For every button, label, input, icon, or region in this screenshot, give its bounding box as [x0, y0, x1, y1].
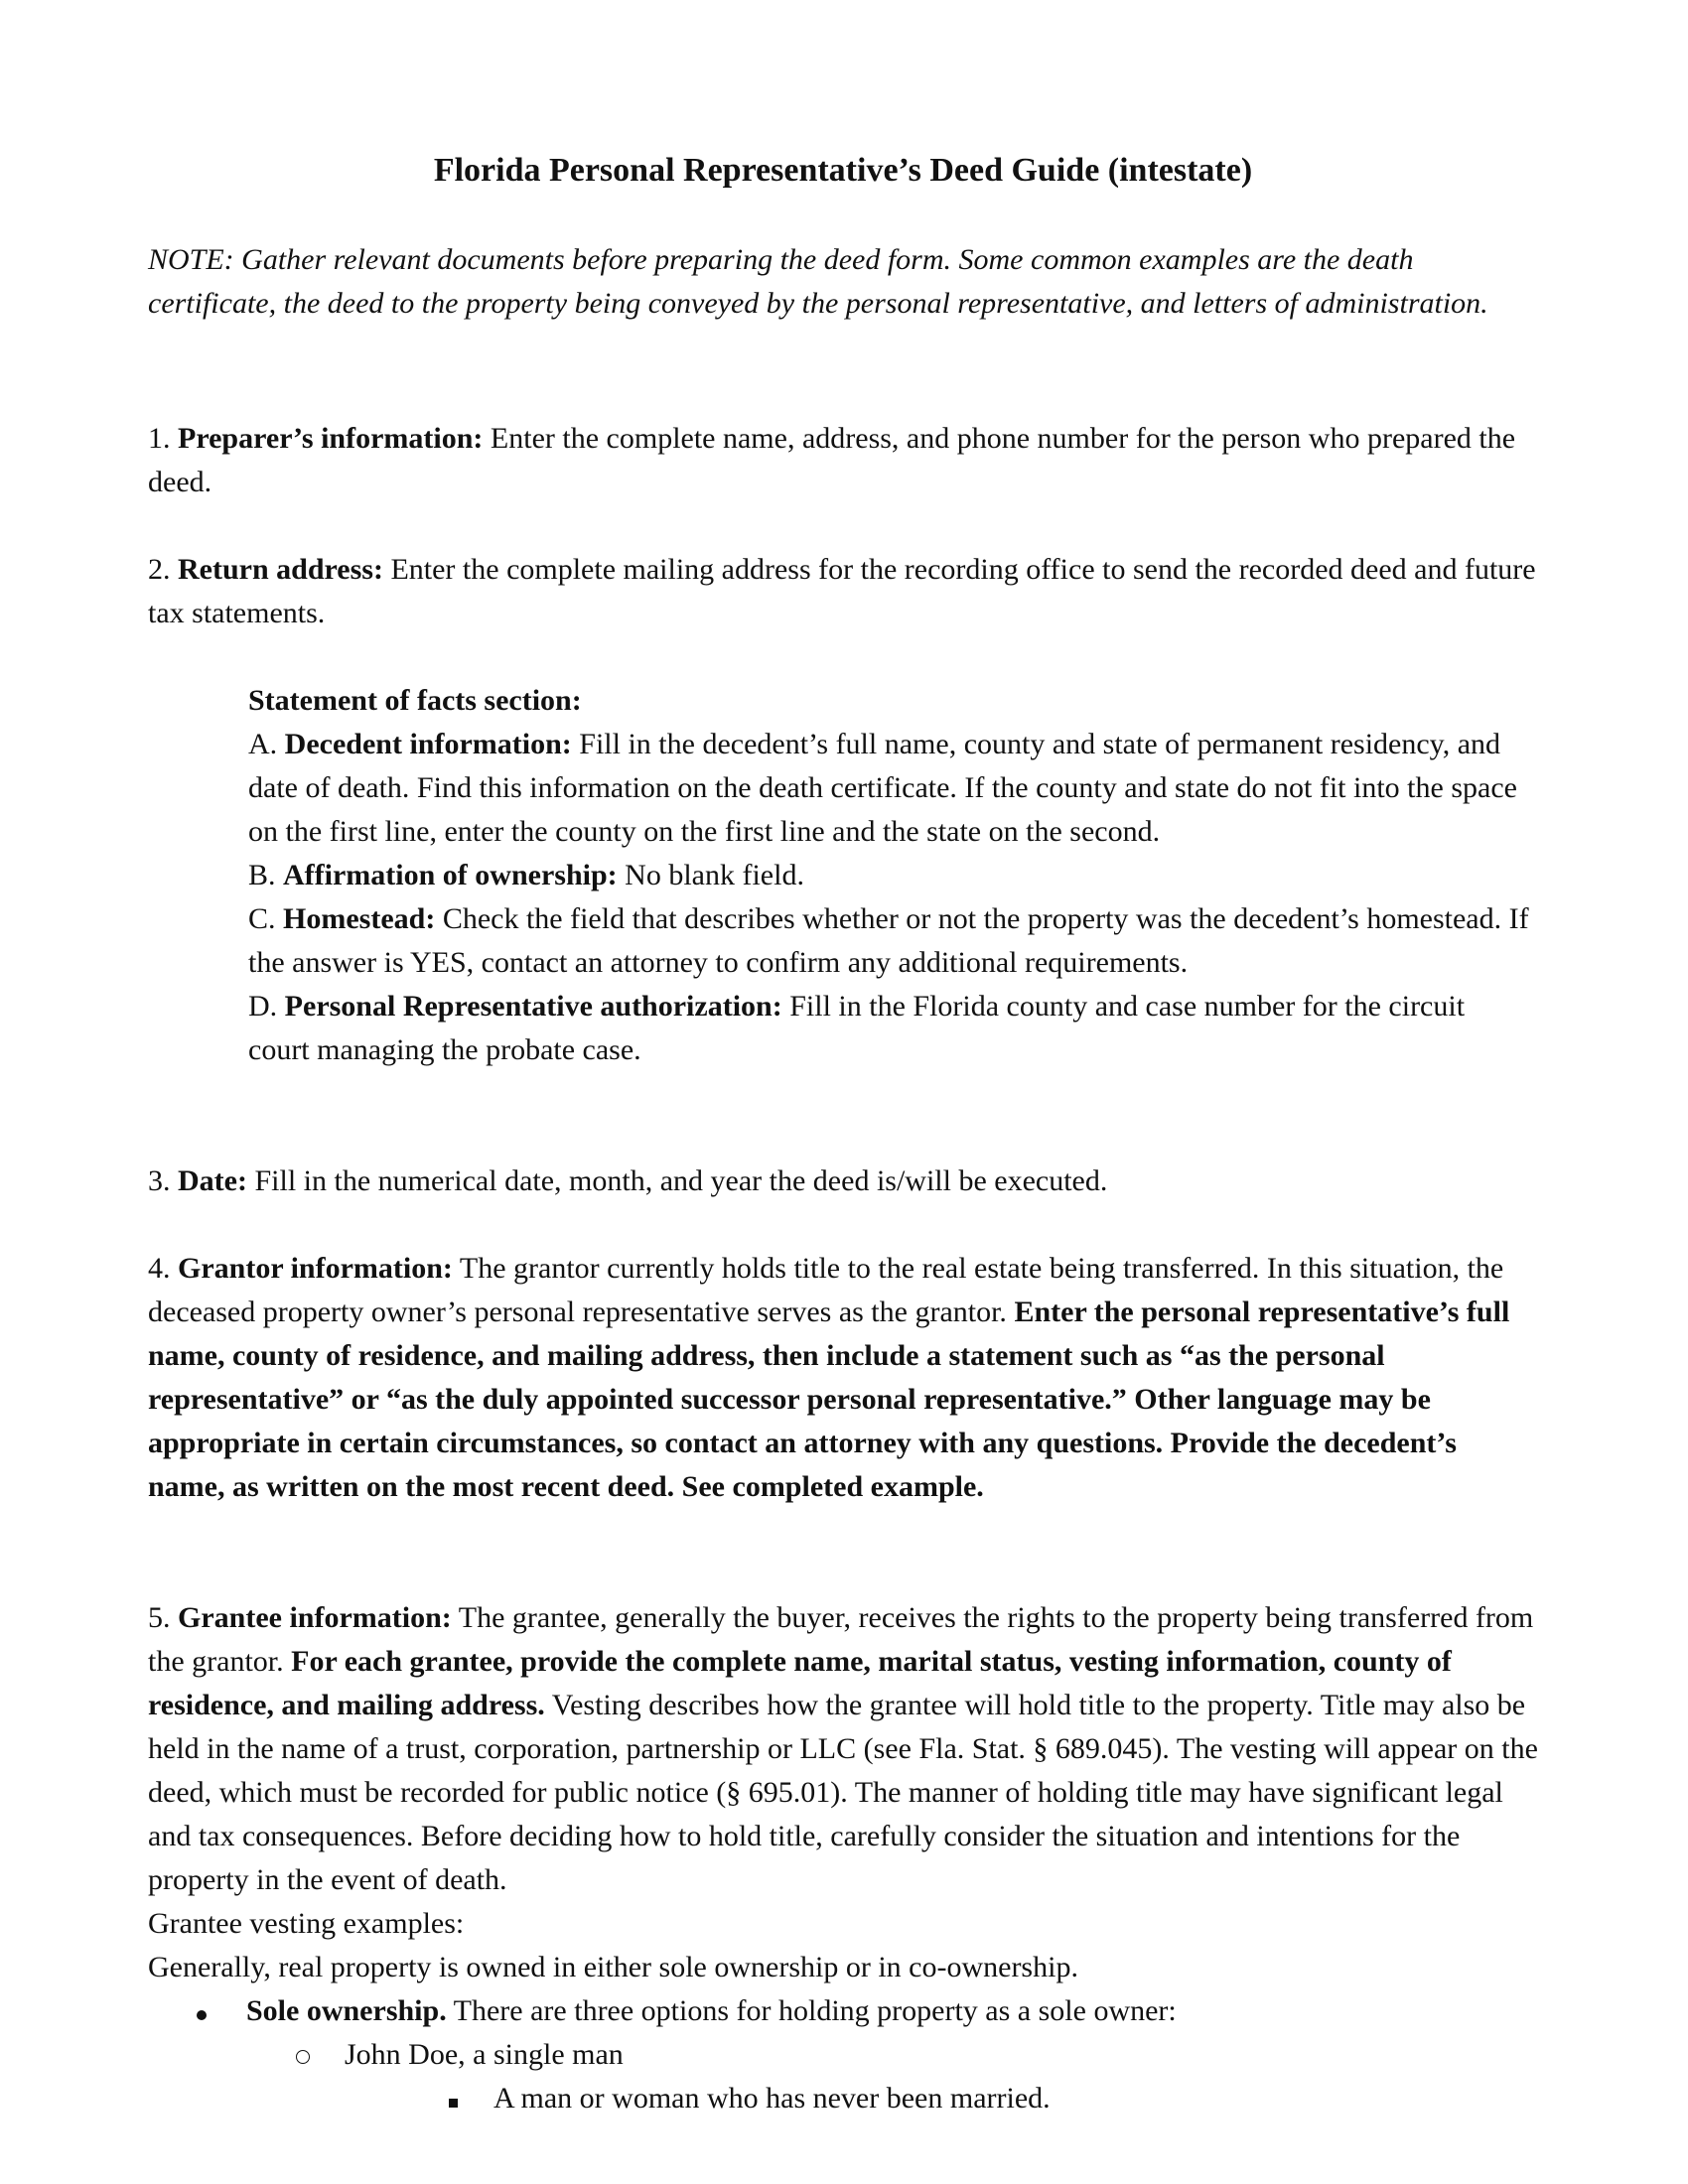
section-number: 3.	[148, 1164, 171, 1197]
section-date	[148, 1160, 1538, 1203]
section-text: Fill in the numerical date, month, and year the deed is/will be executed.	[246, 1164, 1108, 1197]
item-label: Homestead:	[283, 902, 436, 935]
section-text: Enter the complete name, address, and phone number for the person who prepared the deed.	[148, 422, 1516, 498]
page-title: Florida Personal Representative’s Deed Guide (intestate)	[433, 152, 1253, 189]
bullet-body: There are three options for holding property as a sole owner:	[446, 1994, 1177, 2027]
note-paragraph: NOTE: Gather relevant documents before preparing the deed form. Some common examples are the death certificate, the deed to the property being conveyed by the personal representative, and letters of administration.	[148, 243, 1488, 320]
item-letter: C.	[248, 902, 276, 935]
item-text: Check the field that describes whether or not the property was the decedent’s homestead. If the answer is YES, contact an attorney to confirm any additional requirements.	[248, 902, 1529, 979]
section-number: 4.	[148, 1252, 171, 1285]
section-text: Enter the complete mailing address for the recording office to send the recorded deed and future tax statements.	[148, 553, 1536, 629]
section-label: Return address:	[178, 553, 383, 586]
ownership-general-text: Generally, real property is owned in either sole ownership or in co-ownership.	[148, 1951, 1078, 1983]
section-label: Preparer’s information:	[178, 422, 484, 455]
bullet-disc-icon	[197, 1989, 207, 2033]
facts-item-a	[248, 723, 1529, 854]
bullet-square-icon	[445, 2077, 458, 2120]
section-grantor-info	[148, 1247, 1538, 1509]
section-number: 5.	[148, 1601, 171, 1634]
section-label: Date:	[178, 1164, 247, 1197]
bullet-text	[246, 1989, 1177, 2033]
section-return-address	[148, 548, 1538, 635]
item-letter: A.	[248, 728, 278, 760]
statement-of-facts-section	[248, 679, 1529, 1072]
section-number: 2.	[148, 553, 171, 586]
item-label: Personal Representative authorization:	[284, 990, 782, 1023]
item-text: Fill in the Florida county and case number for the circuit court managing the probate case.	[248, 990, 1466, 1066]
bullet-text: A man or woman who has never been married.	[493, 2082, 1051, 2115]
section-grantee-info	[148, 1596, 1538, 1989]
section-text-continued: Vesting describes how the grantee will hold title to the property. Title may also be held in the name of a trust, corporation, partnership or LLC (see Fla. Stat. § 689.045). The vesting will appear on the deed, which must be recorded for public notice (§ 695.01). The manner of holding title may have significant legal and tax consequences. Before deciding how to hold title, carefully consider the situation and intentions for the property in the event of death.	[148, 1689, 1538, 1896]
section-label: Grantee information:	[178, 1601, 452, 1634]
section-bold-text: For each grantee, provide the complete name, marital status, vesting information, county of residence, and mailing address.	[148, 1645, 1452, 1721]
vesting-examples-label: Grantee vesting examples:	[148, 1907, 465, 1940]
item-letter: B.	[248, 859, 276, 891]
facts-item-b	[248, 854, 1529, 897]
section-number: 1.	[148, 422, 171, 455]
facts-heading: Statement of facts section:	[248, 684, 582, 717]
section-bold-text: Enter the personal representative’s full name, county of residence, and mailing address, then include a statement such as “as the personal representative” or “as the duly appointed successor personal representative.” Other language may be appropriate in certain circumstances, so contact an attorney with any questions. Provide the decedent’s name, as written on the most recent deed. See completed example.	[148, 1296, 1510, 1503]
section-text: The grantee, generally the buyer, receives the rights to the property being transferred from the grantor.	[148, 1601, 1534, 1678]
item-label: Decedent information:	[284, 728, 572, 760]
item-label: Affirmation of ownership:	[283, 859, 618, 891]
bullet-circle-icon	[296, 2033, 310, 2077]
bullet-text: John Doe, a single man	[345, 2038, 624, 2071]
section-text: The grantor currently holds title to the real estate being transferred. In this situation, the deceased property owner’s personal representative serves as the grantor.	[148, 1252, 1504, 1328]
item-letter: D.	[248, 990, 278, 1023]
facts-item-c	[248, 897, 1529, 985]
item-text: No blank field.	[617, 859, 804, 891]
item-text: Fill in the decedent’s full name, county and state of permanent residency, and date of death. Find this information on the death certificate. If the county and state do not fit into the space on the first line, enter the county on the first line and the state on the second.	[248, 728, 1517, 848]
section-label: Grantor information:	[178, 1252, 453, 1285]
section-preparer-info	[148, 417, 1538, 504]
facts-item-d	[248, 985, 1529, 1072]
bullet-label: Sole ownership.	[246, 1994, 447, 2027]
